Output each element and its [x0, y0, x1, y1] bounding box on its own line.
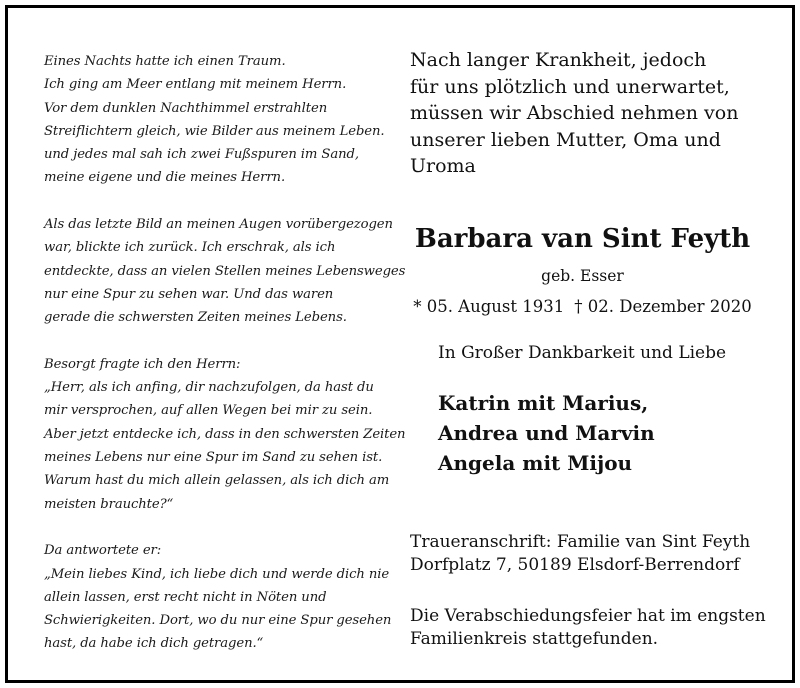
- poem-line: hast, da habe ich dich getragen.“: [44, 636, 264, 652]
- address-line: Traueranschrift: Familie van Sint Feyth: [410, 532, 751, 552]
- ceremony-line: Familienkreis stattgefunden.: [410, 629, 659, 649]
- poem-stanza-1: [44, 50, 385, 190]
- poem-line: Da antwortete er:: [44, 543, 162, 559]
- mourner-entry: Andrea und Marvin: [438, 421, 655, 445]
- poem-line: Streiflichtern gleich, wie Bilder aus meinem Leben.: [44, 123, 385, 139]
- death-date: † 02. Dezember 2020: [574, 297, 752, 316]
- intro-text: [410, 47, 780, 180]
- ceremony-note: [410, 605, 780, 651]
- maiden-name: geb. Esser: [541, 267, 624, 285]
- birth-date: * 05. August 1931: [413, 297, 565, 316]
- mourners-list: [438, 388, 800, 478]
- poem-line: allein lassen, erst recht nicht in Nöten und: [44, 589, 327, 605]
- poem-line: „Mein liebes Kind, ich liebe dich und werde dich nie: [44, 566, 390, 582]
- ceremony-line: Die Verabschiedungsfeier hat im engsten: [410, 606, 766, 626]
- poem-line: mir versprochen, auf allen Wegen bei mir zu sein.: [44, 403, 373, 419]
- poem-line: entdeckte, dass an vielen Stellen meines Lebensweges: [44, 263, 406, 279]
- poem-line: „Herr, als ich anfing, dir nachzufolgen, da hast du: [44, 380, 374, 396]
- life-dates: [410, 296, 755, 318]
- poem-line: gerade die schwersten Zeiten meines Lebens.: [44, 310, 347, 326]
- poem-line: Schwierigkeiten. Dort, wo du nur eine Spur gesehen: [44, 613, 392, 629]
- poem-line: meines Lebens nur eine Spur im Sand zu sehen ist.: [44, 450, 383, 466]
- poem-stanza-2: [44, 213, 406, 329]
- poem-line: Eines Nachts hatte ich einen Traum.: [44, 54, 286, 69]
- mourner-entry: Katrin mit Marius,: [438, 391, 649, 415]
- poem-line: meine eigene und die meines Herrn.: [44, 170, 286, 186]
- poem-stanza-3: [44, 353, 406, 516]
- intro-line: Uroma: [410, 155, 476, 177]
- condolence-address: [410, 531, 780, 577]
- poem-stanza-4: [44, 539, 392, 655]
- poem-line: Vor dem dunklen Nachthimmel erstrahlten: [44, 100, 328, 116]
- intro-line: für uns plötzlich und unerwartet,: [410, 75, 730, 98]
- footprints-poem: [44, 50, 406, 679]
- poem-line: nur eine Spur zu sehen war. Und das waren: [44, 286, 334, 302]
- poem-line: und jedes mal sah ich zwei Fußspuren im Sand,: [44, 147, 359, 163]
- poem-line: Warum hast du mich allein gelassen, als ich dich am: [44, 473, 390, 489]
- poem-line: Als das letzte Bild an meinen Augen vorübergezogen: [44, 217, 393, 233]
- poem-line: Aber jetzt entdecke ich, dass in den schwersten Zeiten: [44, 426, 406, 442]
- intro-line: müssen wir Abschied nehmen von: [410, 102, 739, 124]
- address-line: Dorfplatz 7, 50189 Elsdorf-Berrendorf: [410, 555, 740, 575]
- intro-line: Nach langer Krankheit, jedoch: [410, 49, 707, 71]
- intro-line: unserer lieben Mutter, Oma und: [410, 128, 721, 151]
- deceased-name: Barbara van Sint Feyth: [414, 224, 751, 254]
- poem-line: Ich ging am Meer entlang mit meinem Herrn.: [44, 77, 347, 93]
- poem-line: Besorgt fragte ich den Herrn:: [44, 356, 241, 372]
- mourner-entry: Angela mit Mijou: [438, 451, 633, 475]
- poem-line: meisten brauchte?“: [44, 496, 174, 512]
- thanks-line: In Großer Dankbarkeit und Liebe: [438, 343, 727, 363]
- poem-line: war, blickte ich zurück. Ich erschrak, als ich: [44, 240, 336, 256]
